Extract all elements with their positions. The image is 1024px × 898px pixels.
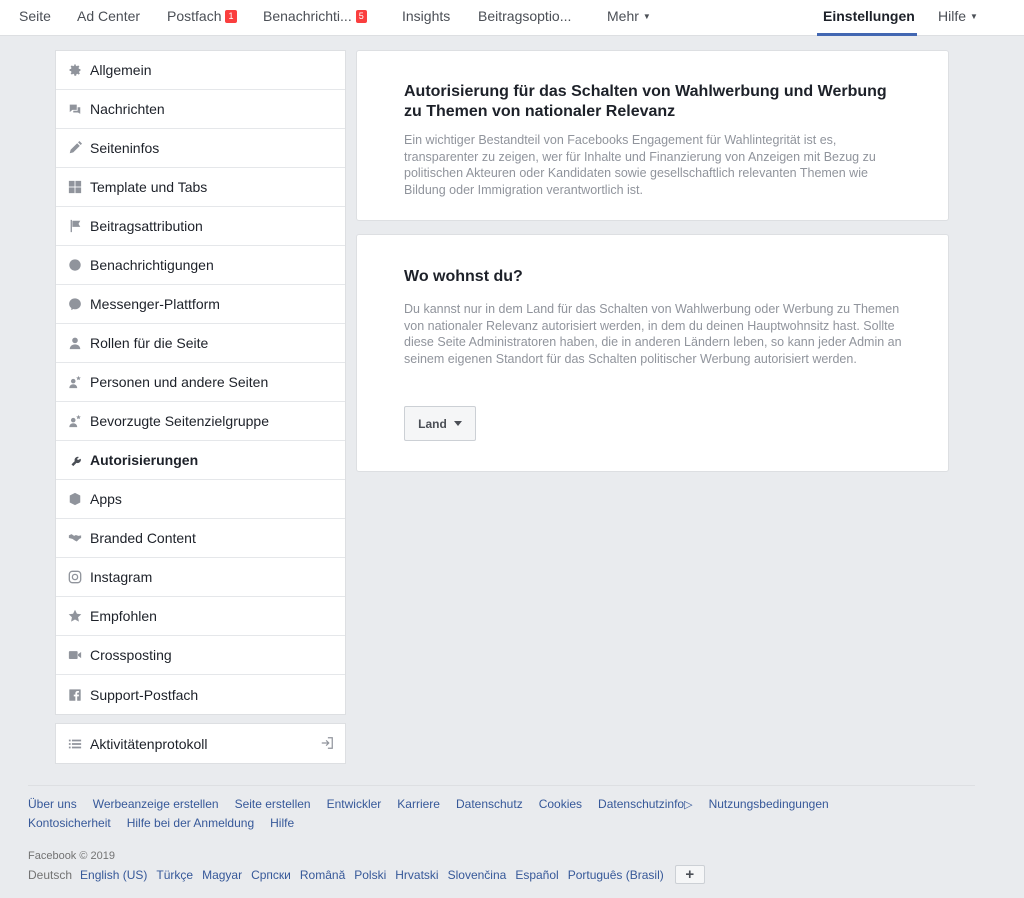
- sidebar-item-seiteninfos[interactable]: [56, 129, 345, 168]
- settings-sidebar: [55, 50, 346, 715]
- sidebar-item-allgemein[interactable]: [56, 51, 345, 90]
- benachrichtigungen-badge: 5: [356, 10, 367, 23]
- sidebar-item-label: Support-Postfach: [90, 686, 199, 703]
- sidebar-item-label: Allgemein: [90, 62, 152, 78]
- gear-icon: [67, 62, 83, 78]
- postfach-badge: 1: [225, 10, 236, 23]
- language-link[interactable]: Hrvatski: [395, 867, 439, 882]
- caret-down-icon: ▼: [970, 12, 978, 21]
- sidebar-item-nachrichten[interactable]: [56, 90, 345, 129]
- messages-icon: [67, 101, 83, 117]
- sidebar-item-branded-content[interactable]: [56, 519, 345, 558]
- nav-einstellungen-label: Einstellungen: [823, 8, 915, 24]
- card-description: Ein wichtiger Bestandteil von Facebooks Engagement für Wahlintegrität ist es, transparenter zu zeigen, wer für Inhalte und Finanzierung von Anzeigen mit Bezug zu politischen Akteuren oder Kandidaten sowie gesellschaftlich relevanten Themen wie Bildung oder Immigration verantwortlich ist.: [404, 133, 876, 197]
- sidebar-item-rollen[interactable]: [56, 324, 345, 363]
- footer-link-karriere[interactable]: Karriere: [397, 797, 440, 811]
- nav-hilfe-label: Hilfe: [938, 8, 967, 24]
- footer-link-kontosicherheit[interactable]: Kontosicherheit: [28, 816, 111, 830]
- nav-beitragsoptionen[interactable]: [478, 0, 571, 36]
- language-selector: [28, 865, 705, 884]
- sidebar-item-label: Apps: [90, 491, 122, 507]
- country-select-button[interactable]: [404, 406, 476, 441]
- nav-benachrichtigungen[interactable]: [263, 0, 367, 36]
- sidebar-item-label: Nachrichten: [90, 101, 165, 117]
- sidebar-item-label: Template und Tabs: [90, 179, 208, 195]
- language-link[interactable]: Slovenčina: [447, 867, 507, 882]
- footer-divider: [28, 785, 975, 786]
- facebook-icon: [67, 687, 83, 703]
- sidebar-item-label: Personen und andere Seiten: [90, 374, 269, 390]
- sidebar-item-support-postfach[interactable]: [56, 675, 345, 714]
- caret-down-icon: [454, 421, 462, 426]
- instagram-icon: [67, 569, 83, 585]
- wrench-icon: [67, 452, 83, 468]
- video-icon: [67, 647, 83, 663]
- sidebar-item-label: Beitragsattribution: [90, 218, 203, 234]
- nav-mehr-label: Mehr: [607, 8, 639, 24]
- sidebar-item-label: Autorisierungen: [90, 452, 199, 468]
- card-title: Wo wohnst du?: [404, 268, 523, 285]
- footer-link-hilfe-anmeldung[interactable]: Hilfe bei der Anmeldung: [126, 816, 255, 830]
- more-languages-button[interactable]: +: [675, 865, 705, 884]
- footer-link-ueber-uns[interactable]: Über uns: [28, 797, 77, 811]
- card-description: Du kannst nur in dem Land für das Schalten von Wahlwerbung oder Werbung zu Themen von nationaler Relevanz autorisiert werden, in dem du deinen Hauptwohnsitz hast. Sollte diese Seite Administratoren haben, die in anderen Ländern leben, so kann jeder Admin an seinem eigenen Standort für das Schalten politischer Werbung autorisiert werden.: [404, 302, 902, 366]
- language-link[interactable]: English (US): [80, 867, 148, 882]
- sidebar-item-autorisierungen[interactable]: [56, 441, 345, 480]
- active-tab-indicator: [817, 33, 917, 36]
- nav-seite-label: Seite: [19, 8, 51, 24]
- nav-insights-label: Insights: [402, 8, 451, 24]
- language-link[interactable]: Magyar: [202, 867, 243, 882]
- nav-beitragsoptionen-label: Beitragsoptio...: [478, 8, 572, 24]
- nav-einstellungen[interactable]: [823, 0, 915, 36]
- person-star-icon: [67, 374, 83, 390]
- open-external-icon: [320, 736, 334, 750]
- nav-ad-center-label: Ad Center: [77, 8, 141, 24]
- sidebar-item-template-und-tabs[interactable]: [56, 168, 345, 207]
- sidebar-item-benachrichtigungen[interactable]: [56, 246, 345, 285]
- residence-card: [356, 234, 949, 472]
- footer-link-nutzungsbedingungen[interactable]: Nutzungsbedingungen: [708, 797, 829, 811]
- language-link[interactable]: Español: [515, 867, 559, 882]
- sidebar-item-label: Bevorzugte Seitenzielgruppe: [90, 413, 270, 429]
- sidebar-item-label: Benachrichtigungen: [90, 257, 214, 273]
- sidebar-item-crossposting[interactable]: [56, 636, 345, 675]
- sidebar-item-beitragsattribution[interactable]: [56, 207, 345, 246]
- person-star-icon: [67, 413, 83, 429]
- sidebar-item-bevorzugte-seitenzielgruppe[interactable]: [56, 402, 345, 441]
- handshake-icon: [67, 530, 83, 546]
- person-icon: [67, 335, 83, 351]
- language-link[interactable]: Română: [299, 867, 346, 882]
- nav-postfach[interactable]: [167, 0, 237, 36]
- sidebar-item-label: Messenger-Plattform: [90, 296, 220, 312]
- top-navigation: [0, 0, 1024, 36]
- nav-ad-center[interactable]: [77, 0, 140, 36]
- footer-link-entwickler[interactable]: Entwickler: [326, 797, 382, 811]
- sidebar-item-empfohlen[interactable]: [56, 597, 345, 636]
- grid-icon: [67, 179, 83, 195]
- nav-hilfe[interactable]: [938, 0, 978, 36]
- footer-links: [28, 795, 928, 832]
- language-link[interactable]: Türkçe: [156, 867, 194, 882]
- sidebar-item-personen[interactable]: [56, 363, 345, 402]
- caret-down-icon: ▼: [642, 12, 651, 21]
- sidebar-item-label: Crossposting: [90, 647, 172, 663]
- pencil-icon: [67, 140, 83, 156]
- flag-icon: [67, 218, 83, 234]
- language-link[interactable]: Српски: [251, 867, 291, 882]
- footer-link-hilfe[interactable]: Hilfe: [270, 816, 295, 830]
- sidebar-item-label: Seiteninfos: [90, 140, 160, 156]
- sidebar-item-aktivitaetenprotokoll[interactable]: [56, 724, 345, 763]
- cube-icon: [67, 491, 83, 507]
- copyright: Facebook © 2019: [28, 850, 115, 862]
- language-link[interactable]: Polski: [354, 867, 387, 882]
- sidebar-item-label: Empfohlen: [90, 608, 157, 624]
- footer-link-cookies[interactable]: Cookies: [538, 797, 583, 811]
- activity-log-panel: [55, 723, 346, 764]
- nav-benachrichtigungen-label: Benachrichti...: [263, 8, 352, 24]
- list-icon: [67, 736, 83, 752]
- adchoices-icon: ▷: [684, 799, 693, 811]
- nav-insights[interactable]: [402, 0, 450, 36]
- sidebar-item-label: Rollen für die Seite: [90, 335, 209, 351]
- nav-seite[interactable]: [19, 0, 51, 36]
- sidebar-item-label: Instagram: [90, 569, 153, 585]
- country-select-label: Land: [418, 416, 447, 431]
- card-title: Autorisierung für das Schalten von Wahlwerbung und Werbung zu Themen von nationaler Relevanz: [404, 83, 887, 120]
- nav-postfach-label: Postfach: [167, 8, 222, 24]
- messenger-icon: [67, 296, 83, 312]
- footer-link-werbeanzeige[interactable]: Werbeanzeige erstellen: [92, 797, 219, 811]
- authorization-intro-card: [356, 50, 949, 221]
- footer-link-datenschutz[interactable]: Datenschutz: [455, 797, 523, 811]
- footer-link-datenschutzinfo-label: Datenschutzinfo: [598, 797, 685, 811]
- current-language: Deutsch: [28, 867, 73, 882]
- footer-link-datenschutzinfo[interactable]: [598, 797, 693, 811]
- sidebar-item-messenger-plattform[interactable]: [56, 285, 345, 324]
- sidebar-item-instagram[interactable]: [56, 558, 345, 597]
- star-icon: [67, 608, 83, 624]
- sidebar-item-apps[interactable]: [56, 480, 345, 519]
- footer-link-seite-erstellen[interactable]: Seite erstellen: [234, 797, 311, 811]
- globe-icon: [67, 257, 83, 273]
- language-link[interactable]: Português (Brasil): [567, 867, 664, 882]
- sidebar-item-label: Aktivitätenprotokoll: [90, 735, 208, 752]
- nav-mehr[interactable]: [607, 0, 651, 36]
- sidebar-item-label: Branded Content: [90, 530, 196, 546]
